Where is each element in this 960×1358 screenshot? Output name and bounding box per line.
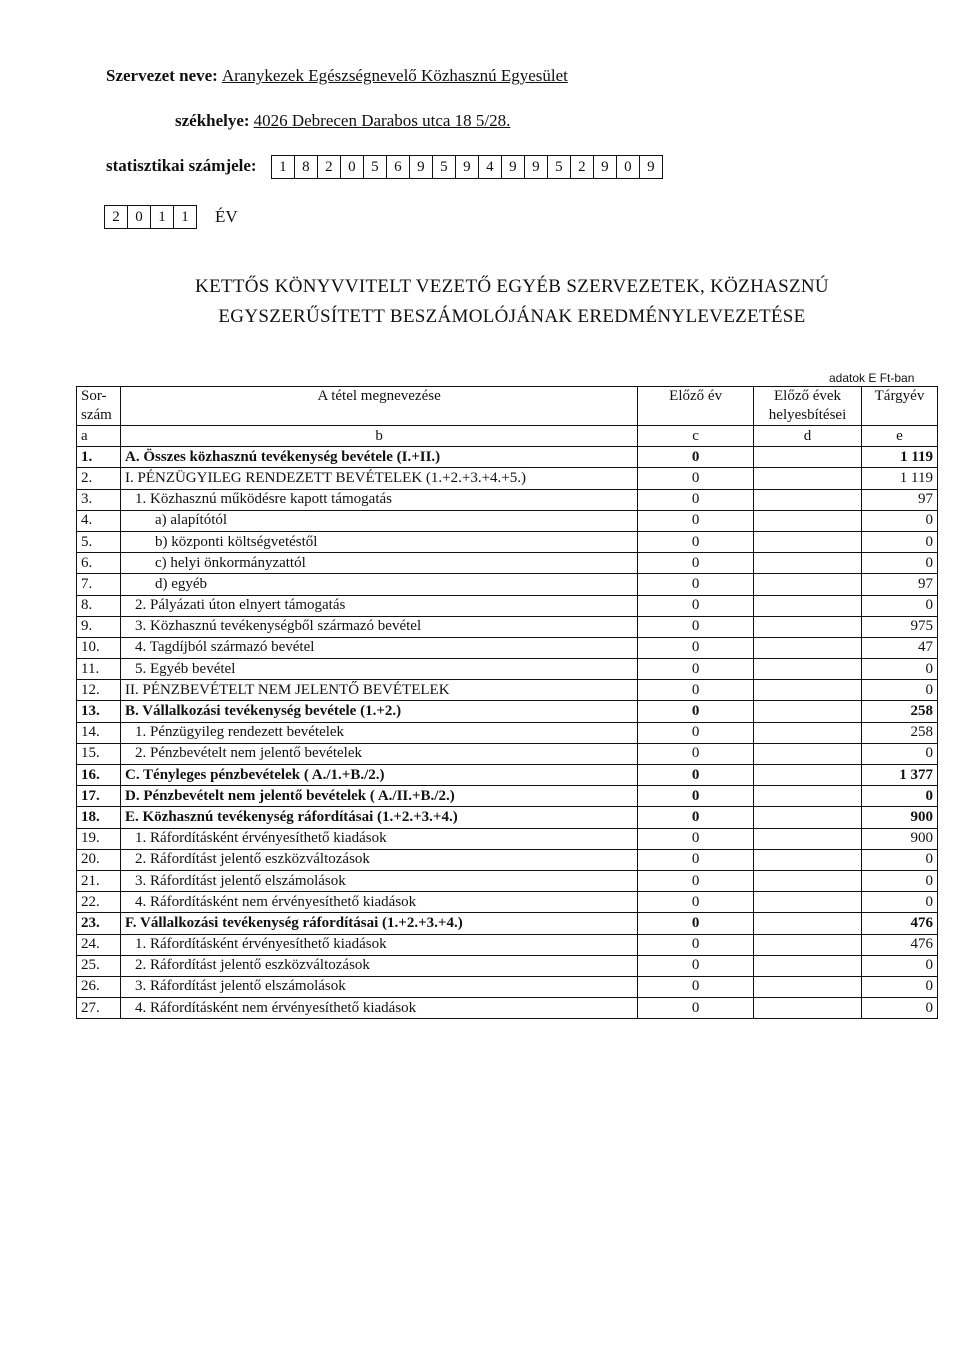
stat-digit-box: 5 [432,156,455,178]
letter-e: e [862,426,938,447]
row-name: E. Közhasznú tevékenység ráfordításai (1.+2.+3.+4.) [120,807,637,828]
row-name: 1. Pénzügyileg rendezett bevételek [120,722,637,743]
table-row [77,976,938,997]
row-prev-adjustment [754,531,862,552]
row-current-year: 0 [862,849,938,870]
row-name: 4. Tagdíjból származó bevétel [120,637,637,658]
row-current-year: 0 [862,998,938,1019]
row-prev-adjustment [754,765,862,786]
row-name: A. Összes közhasznú tevékenység bevétele (I.+II.) [120,447,637,468]
stat-digit-box: 4 [478,156,501,178]
row-name: D. Pénzbevételt nem jelentő bevételek ( A./II.+B./2.) [120,786,637,807]
row-name: 1. Közhasznú működésre kapott támogatás [120,489,637,510]
row-prev-year: 0 [638,489,754,510]
table-row [77,998,938,1019]
table-row [77,955,938,976]
row-prev-adjustment [754,489,862,510]
row-name: 2. Pénzbevételt nem jelentő bevételek [120,743,637,764]
row-prev-year: 0 [638,531,754,552]
header-current-year: Tárgyév [862,387,938,426]
row-name: 2. Ráfordítást jelentő eszközváltozások [120,849,637,870]
row-name: C. Tényleges pénzbevételek ( A./1.+B./2.) [120,765,637,786]
title-line-2: EGYSZERŰSÍTETT BESZÁMOLÓJÁNAK EREDMÉNYLEVEZETÉSE [218,306,806,327]
row-name: 2. Ráfordítást jelentő eszközváltozások [120,955,637,976]
row-current-year: 476 [862,934,938,955]
year-digit-box: 1 [150,206,173,228]
row-number: 23. [77,913,121,934]
row-number: 19. [77,828,121,849]
row-name: 1. Ráfordításként érvényesíthető kiadások [120,934,637,955]
row-prev-adjustment [754,447,862,468]
row-number: 22. [77,892,121,913]
row-current-year: 1 119 [862,447,938,468]
row-current-year: 0 [862,659,938,680]
table-row [77,892,938,913]
row-number: 13. [77,701,121,722]
row-prev-year: 0 [638,553,754,574]
row-number: 12. [77,680,121,701]
row-prev-adjustment [754,743,862,764]
table-row [77,659,938,680]
table-header-row [77,387,938,426]
row-number: 14. [77,722,121,743]
row-number: 3. [77,489,121,510]
stat-digit-box: 0 [616,156,639,178]
row-name: a) alapítótól [120,510,637,531]
table-letter-row [77,426,938,447]
row-prev-adjustment [754,870,862,891]
row-number: 17. [77,786,121,807]
row-prev-year: 0 [638,913,754,934]
row-current-year: 258 [862,701,938,722]
stat-digit-box: 8 [294,156,317,178]
row-number: 7. [77,574,121,595]
row-current-year: 258 [862,722,938,743]
row-name: 3. Ráfordítást jelentő elszámolások [120,976,637,997]
row-current-year: 47 [862,637,938,658]
row-number: 11. [77,659,121,680]
stat-number-line [106,155,663,179]
header-prev-adjustments: Előző évek helyesbítései [754,387,862,426]
row-prev-year: 0 [638,722,754,743]
row-prev-adjustment [754,828,862,849]
row-prev-year: 0 [638,659,754,680]
table-row [77,468,938,489]
row-current-year: 476 [862,913,938,934]
letter-c: c [638,426,754,447]
row-name: 1. Ráfordításként érvényesíthető kiadások [120,828,637,849]
row-name: 3. Ráfordítást jelentő elszámolások [120,870,637,891]
row-name: 5. Egyéb bevétel [120,659,637,680]
stat-number-label: statisztikai számjele: [106,155,257,175]
row-number: 20. [77,849,121,870]
letter-d: d [754,426,862,447]
row-prev-year: 0 [638,828,754,849]
row-current-year: 0 [862,553,938,574]
row-prev-adjustment [754,934,862,955]
row-prev-adjustment [754,913,862,934]
row-current-year: 0 [862,786,938,807]
row-prev-adjustment [754,701,862,722]
row-current-year: 0 [862,510,938,531]
row-prev-adjustment [754,892,862,913]
row-name: 2. Pályázati úton elnyert támogatás [120,595,637,616]
row-number: 4. [77,510,121,531]
row-current-year: 97 [862,574,938,595]
row-prev-adjustment [754,468,862,489]
row-number: 21. [77,870,121,891]
year-line [104,205,238,229]
table-row [77,680,938,701]
year-digit-box: 2 [112,208,120,225]
row-prev-adjustment [754,807,862,828]
row-prev-adjustment [754,849,862,870]
year-digit-box: 1 [173,206,196,228]
row-name: 4. Ráfordításként nem érvényesíthető kiadások [120,892,637,913]
seat-label: székhelye: [175,111,250,130]
row-current-year: 975 [862,616,938,637]
row-prev-adjustment [754,510,862,531]
row-current-year: 97 [862,489,938,510]
seat-value: 4026 Debrecen Darabos utca 18 5/28. [253,111,511,130]
stat-digit-box: 0 [340,156,363,178]
row-prev-adjustment [754,998,862,1019]
row-prev-adjustment [754,955,862,976]
table-row [77,849,938,870]
row-name: F. Vállalkozási tevékenység ráfordításai (1.+2.+3.+4.) [120,913,637,934]
table-row [77,553,938,574]
row-prev-year: 0 [638,574,754,595]
table-row [77,595,938,616]
row-prev-adjustment [754,722,862,743]
row-prev-year: 0 [638,998,754,1019]
row-current-year: 1 119 [862,468,938,489]
stat-number-boxes [271,155,663,179]
year-digit-box: 0 [127,206,150,228]
org-name-line [106,66,568,86]
letter-a: a [77,426,121,447]
year-label: ÉV [215,207,238,226]
row-prev-year: 0 [638,447,754,468]
row-current-year: 900 [862,828,938,849]
stat-digit-box: 1 [279,158,287,175]
row-number: 8. [77,595,121,616]
table-row [77,828,938,849]
table-row [77,765,938,786]
row-number: 25. [77,955,121,976]
title-line-1: KETTŐS KÖNYVVITELT VEZETŐ EGYÉB SZERVEZETEK, KÖZHASZNÚ [195,276,829,297]
org-name-label: Szervezet neve: [106,66,218,85]
row-prev-year: 0 [638,849,754,870]
table-row [77,574,938,595]
table-row [77,913,938,934]
row-prev-adjustment [754,659,862,680]
table-row [77,489,938,510]
stat-digit-box: 5 [547,156,570,178]
stat-digit-box: 6 [386,156,409,178]
row-prev-adjustment [754,637,862,658]
row-current-year: 0 [862,743,938,764]
row-name: 3. Közhasznú tevékenységből származó bevétel [120,616,637,637]
row-prev-year: 0 [638,934,754,955]
row-current-year: 0 [862,955,938,976]
row-number: 9. [77,616,121,637]
row-prev-year: 0 [638,786,754,807]
table-row [77,743,938,764]
stat-digit-box: 9 [455,156,478,178]
header-sorszam: Sor- szám [77,387,121,426]
row-number: 1. [77,447,121,468]
table-row [77,531,938,552]
table-row [77,701,938,722]
row-prev-year: 0 [638,870,754,891]
row-number: 2. [77,468,121,489]
table-row [77,807,938,828]
org-name-value: Aranykezek Egészségnevelő Közhasznú Egyesület [221,66,568,85]
row-number: 18. [77,807,121,828]
stat-digit-box: 9 [524,156,547,178]
stat-digit-box: 5 [363,156,386,178]
row-prev-year: 0 [638,807,754,828]
row-prev-adjustment [754,574,862,595]
seat-line [175,111,510,131]
row-current-year: 0 [862,870,938,891]
row-name: b) központi költségvetéstől [120,531,637,552]
row-prev-year: 0 [638,955,754,976]
table-row [77,786,938,807]
row-prev-adjustment [754,976,862,997]
row-prev-year: 0 [638,616,754,637]
row-number: 5. [77,531,121,552]
row-prev-year: 0 [638,976,754,997]
row-number: 27. [77,998,121,1019]
row-current-year: 0 [862,892,938,913]
stat-digit-box: 9 [501,156,524,178]
header-name: A tétel megnevezése [120,387,637,426]
row-prev-adjustment [754,616,862,637]
row-prev-adjustment [754,553,862,574]
table-row [77,447,938,468]
row-number: 10. [77,637,121,658]
row-current-year: 0 [862,595,938,616]
row-current-year: 0 [862,531,938,552]
row-current-year: 1 377 [862,765,938,786]
row-prev-year: 0 [638,743,754,764]
row-prev-year: 0 [638,637,754,658]
row-current-year: 0 [862,680,938,701]
stat-digit-box: 9 [409,156,432,178]
table-row [77,934,938,955]
row-number: 26. [77,976,121,997]
year-boxes [104,205,197,229]
row-current-year: 0 [862,976,938,997]
row-prev-year: 0 [638,595,754,616]
row-name: 4. Ráfordításként nem érvényesíthető kiadások [120,998,637,1019]
stat-digit-box: 2 [317,156,340,178]
row-name: c) helyi önkormányzattól [120,553,637,574]
header-prev-year: Előző év [638,387,754,426]
row-number: 6. [77,553,121,574]
income-statement-table [76,386,938,1019]
row-prev-year: 0 [638,892,754,913]
table-row [77,637,938,658]
row-current-year: 900 [862,807,938,828]
table-row [77,722,938,743]
table-row [77,870,938,891]
row-prev-adjustment [754,680,862,701]
row-number: 24. [77,934,121,955]
stat-digit-box: 9 [639,156,662,178]
row-name: B. Vállalkozási tevékenység bevétele (1.+2.) [120,701,637,722]
table-row [77,510,938,531]
row-prev-year: 0 [638,701,754,722]
row-name: I. PÉNZÜGYILEG RENDEZETT BEVÉTELEK (1.+2.+3.+4.+5.) [120,468,637,489]
stat-digit-box: 9 [593,156,616,178]
row-name: II. PÉNZBEVÉTELT NEM JELENTŐ BEVÉTELEK [120,680,637,701]
table-row [77,616,938,637]
row-number: 16. [77,765,121,786]
letter-b: b [120,426,637,447]
unit-note: adatok E Ft-ban [829,371,915,385]
row-prev-year: 0 [638,680,754,701]
stat-digit-box: 2 [570,156,593,178]
row-prev-year: 0 [638,468,754,489]
row-number: 15. [77,743,121,764]
row-prev-adjustment [754,595,862,616]
row-prev-adjustment [754,786,862,807]
row-prev-year: 0 [638,510,754,531]
row-prev-year: 0 [638,765,754,786]
row-name: d) egyéb [120,574,637,595]
